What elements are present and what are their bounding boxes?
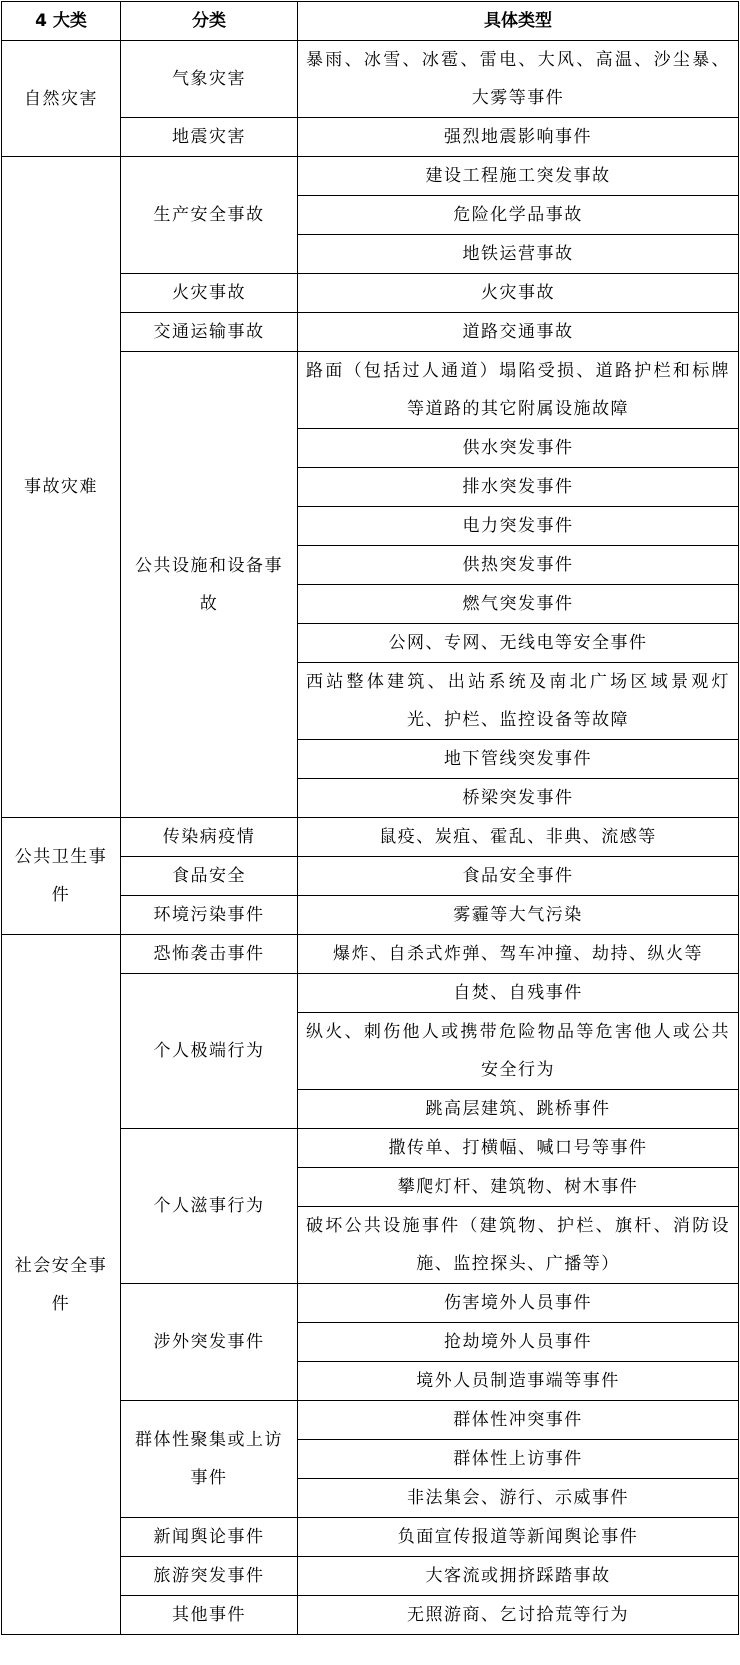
header-category: 4 大类 — [2, 2, 121, 41]
type-cell: 路面（包括过人通道）塌陷受损、道路护栏和标牌等道路的其它附属设施故障 — [298, 352, 739, 429]
type-cell: 雾霾等大气污染 — [298, 896, 739, 935]
type-cell: 境外人员制造事端等事件 — [298, 1362, 739, 1401]
type-cell: 伤害境外人员事件 — [298, 1284, 739, 1323]
subcategory-cell: 个人滋事行为 — [121, 1129, 298, 1284]
type-cell: 强烈地震影响事件 — [298, 118, 739, 157]
type-cell: 危险化学品事故 — [298, 196, 739, 235]
type-cell: 抢劫境外人员事件 — [298, 1323, 739, 1362]
table-row — [2, 41, 739, 118]
type-cell: 鼠疫、炭疽、霍乱、非典、流感等 — [298, 818, 739, 857]
subcategory-cell: 旅游突发事件 — [121, 1557, 298, 1596]
category-cell: 公共卫生事件 — [2, 818, 121, 935]
type-cell: 排水突发事件 — [298, 468, 739, 507]
subcategory-cell: 个人极端行为 — [121, 974, 298, 1129]
type-cell: 自焚、自残事件 — [298, 974, 739, 1013]
subcategory-cell: 新闻舆论事件 — [121, 1518, 298, 1557]
table-row — [2, 157, 739, 196]
subcategory-cell: 群体性聚集或上访事件 — [121, 1401, 298, 1518]
header-row — [2, 2, 739, 41]
type-cell: 破坏公共设施事件（建筑物、护栏、旗杆、消防设施、监控探头、广播等） — [298, 1207, 739, 1284]
type-cell: 西站整体建筑、出站系统及南北广场区域景观灯光、护栏、监控设备等故障 — [298, 663, 739, 740]
type-cell: 纵火、刺伤他人或携带危险物品等危害他人或公共安全行为 — [298, 1013, 739, 1090]
subcategory-cell: 气象灾害 — [121, 41, 298, 118]
type-cell: 火灾事故 — [298, 274, 739, 313]
subcategory-cell: 地震灾害 — [121, 118, 298, 157]
type-cell: 大客流或拥挤踩踏事故 — [298, 1557, 739, 1596]
type-cell: 供水突发事件 — [298, 429, 739, 468]
type-cell: 道路交通事故 — [298, 313, 739, 352]
subcategory-cell: 恐怖袭击事件 — [121, 935, 298, 974]
subcategory-cell: 涉外突发事件 — [121, 1284, 298, 1401]
type-cell: 地下管线突发事件 — [298, 740, 739, 779]
type-cell: 暴雨、冰雪、冰雹、雷电、大风、高温、沙尘暴、大雾等事件 — [298, 41, 739, 118]
subcategory-cell: 食品安全 — [121, 857, 298, 896]
type-cell: 撒传单、打横幅、喊口号等事件 — [298, 1129, 739, 1168]
category-cell: 社会安全事件 — [2, 935, 121, 1635]
category-cell: 自然灾害 — [2, 41, 121, 157]
type-cell: 负面宣传报道等新闻舆论事件 — [298, 1518, 739, 1557]
type-cell: 公网、专网、无线电等安全事件 — [298, 624, 739, 663]
type-cell: 爆炸、自杀式炸弹、驾车冲撞、劫持、纵火等 — [298, 935, 739, 974]
type-cell: 攀爬灯杆、建筑物、树木事件 — [298, 1168, 739, 1207]
type-cell: 燃气突发事件 — [298, 585, 739, 624]
type-cell: 群体性冲突事件 — [298, 1401, 739, 1440]
subcategory-cell: 传染病疫情 — [121, 818, 298, 857]
header-type: 具体类型 — [298, 2, 739, 41]
type-cell: 跳高层建筑、跳桥事件 — [298, 1090, 739, 1129]
type-cell: 非法集会、游行、示威事件 — [298, 1479, 739, 1518]
table-body — [2, 41, 739, 1635]
type-cell: 建设工程施工突发事故 — [298, 157, 739, 196]
header-subcategory: 分类 — [121, 2, 298, 41]
type-cell: 电力突发事件 — [298, 507, 739, 546]
subcategory-cell: 交通运输事故 — [121, 313, 298, 352]
type-cell: 地铁运营事故 — [298, 235, 739, 274]
subcategory-cell: 生产安全事故 — [121, 157, 298, 274]
subcategory-cell: 公共设施和设备事故 — [121, 352, 298, 818]
subcategory-cell: 环境污染事件 — [121, 896, 298, 935]
category-cell: 事故灾难 — [2, 157, 121, 818]
type-cell: 桥梁突发事件 — [298, 779, 739, 818]
emergency-classification-table — [1, 1, 739, 1635]
type-cell: 群体性上访事件 — [298, 1440, 739, 1479]
type-cell: 无照游商、乞讨拾荒等行为 — [298, 1596, 739, 1635]
subcategory-cell: 火灾事故 — [121, 274, 298, 313]
type-cell: 食品安全事件 — [298, 857, 739, 896]
type-cell: 供热突发事件 — [298, 546, 739, 585]
subcategory-cell: 其他事件 — [121, 1596, 298, 1635]
table-row — [2, 818, 739, 857]
table-row — [2, 935, 739, 974]
